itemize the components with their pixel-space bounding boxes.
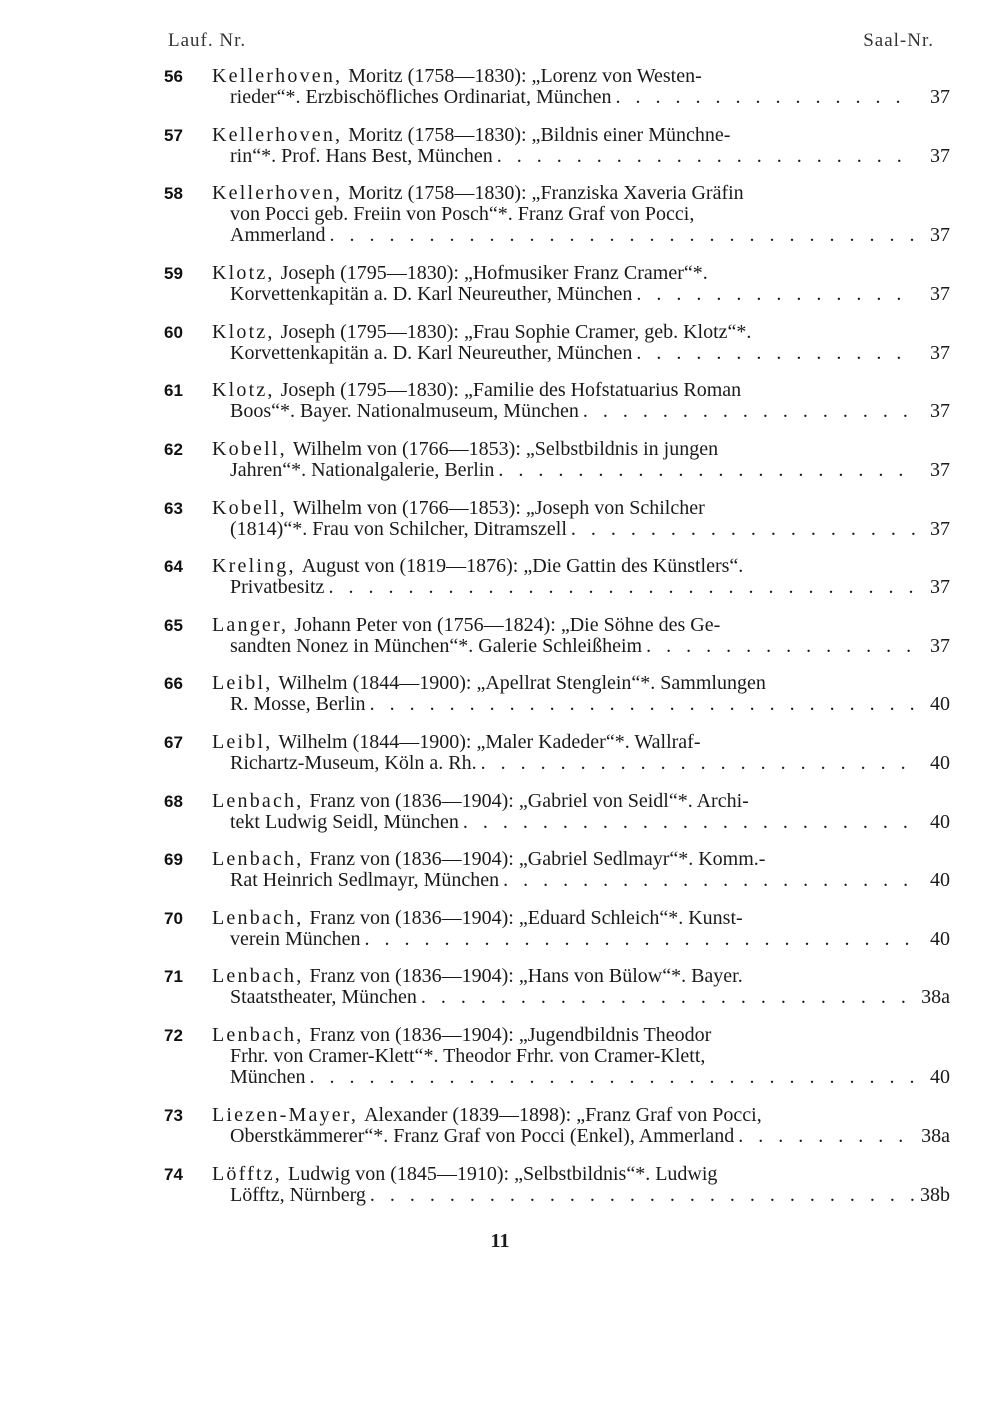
- header-running-number: Lauf. Nr.: [168, 30, 247, 51]
- dot-leader: [370, 694, 916, 715]
- entry-line-3: [212, 225, 950, 246]
- catalog-entry: [160, 556, 950, 615]
- dot-leader: [328, 577, 916, 598]
- entry-description: R. Mosse, Berlin: [230, 693, 366, 716]
- entry-description: Johann Peter von (1756—1824): „Die Söhne des Ge-: [294, 614, 721, 636]
- catalog-entry: [160, 380, 950, 439]
- entry-line-1: [212, 183, 950, 204]
- artist-name: Kreling,: [212, 555, 296, 578]
- artist-name: Klotz,: [212, 379, 275, 402]
- entry-line-2: [212, 87, 950, 108]
- entry-number: 58: [164, 184, 183, 204]
- entry-line-1: [212, 498, 950, 519]
- room-number: 40: [930, 1065, 950, 1088]
- entry-line-1: [212, 1164, 950, 1185]
- catalog-entry: [160, 322, 950, 381]
- entry-text: [212, 380, 950, 422]
- entry-line-2: [212, 460, 950, 481]
- entry-description: rin“*. Prof. Hans Best, München: [230, 144, 493, 167]
- entry-number: 73: [164, 1105, 183, 1125]
- entry-text: [212, 966, 950, 1008]
- entry-text: [212, 732, 950, 774]
- room-number: 37: [930, 283, 950, 306]
- entry-description: Korvettenkapitän a. D. Karl Neureuther, München: [230, 341, 633, 364]
- artist-name: Kobell,: [212, 496, 287, 519]
- artist-name: Lenbach,: [212, 848, 304, 871]
- catalog-entry: [160, 1164, 950, 1223]
- dot-leader: [616, 87, 916, 108]
- entry-line-2: [212, 870, 950, 891]
- entry-line-1: [212, 380, 950, 401]
- dot-leader: [463, 812, 916, 833]
- entry-line-1: [212, 556, 950, 577]
- dot-leader: [571, 519, 916, 540]
- room-number: 40: [930, 869, 950, 892]
- entry-line-2: [212, 636, 950, 657]
- catalog-entry: [160, 263, 950, 322]
- entry-description: Wilhelm (1844—1900): „Apellrat Stenglein“*. Sammlungen: [278, 673, 766, 695]
- room-number: 40: [930, 751, 950, 774]
- room-number: 40: [930, 693, 950, 716]
- room-number: 37: [930, 458, 950, 481]
- dot-leader: [636, 284, 916, 305]
- entry-description: Ludwig von (1845—1910): „Selbstbildnis“*. Ludwig: [288, 1163, 718, 1185]
- entry-number: 56: [164, 67, 183, 86]
- entry-description: (1814)“*. Frau von Schilcher, Ditramszell: [230, 517, 567, 540]
- entry-text: [212, 615, 950, 657]
- artist-name: Klotz,: [212, 320, 275, 343]
- artist-name: Kellerhoven,: [212, 65, 343, 87]
- entry-description: Staatstheater, München: [230, 986, 417, 1009]
- catalog-entry: [160, 908, 950, 967]
- catalog-entry: [160, 498, 950, 557]
- entry-description: Korvettenkapitän a. D. Karl Neureuther, München: [230, 283, 633, 306]
- entry-text: [212, 125, 950, 167]
- entry-description: Moritz (1758—1830): „Lorenz von Westen-: [348, 66, 702, 87]
- room-number: 37: [930, 400, 950, 423]
- dot-leader: [310, 1067, 916, 1088]
- room-number: 38b: [920, 1183, 950, 1206]
- entry-number: 71: [164, 967, 183, 987]
- dot-leader: [503, 870, 916, 891]
- entry-description: Wilhelm von (1766—1853): „Joseph von Schilcher: [292, 497, 705, 519]
- entry-number: 57: [164, 125, 183, 145]
- entry-description: Franz von (1836—1904): „Jugendbildnis Theodor: [309, 1024, 712, 1046]
- entry-line-1: [212, 439, 950, 460]
- room-number: 37: [930, 341, 950, 364]
- entry-description: sandten Nonez in München“*. Galerie Schleißheim: [230, 634, 643, 657]
- entry-description: Ammerland: [230, 224, 326, 247]
- entry-description: von Pocci geb. Freiin von Posch“*. Franz Graf von Pocci,: [230, 204, 695, 226]
- entry-number: 60: [164, 322, 183, 342]
- entry-line-1: [212, 732, 950, 753]
- artist-name: Kellerhoven,: [212, 182, 343, 205]
- entry-number: 67: [164, 732, 183, 752]
- entry-line-2: [212, 812, 950, 833]
- catalog-entries: [160, 66, 950, 1222]
- entry-text: [212, 263, 950, 305]
- entry-text: [212, 673, 950, 715]
- entry-description: tekt Ludwig Seidl, München: [230, 810, 459, 833]
- entry-text: [212, 66, 950, 108]
- entry-number: 63: [164, 498, 183, 518]
- entry-line-2: [212, 929, 950, 950]
- entry-line-2: [212, 146, 950, 167]
- entry-number: 72: [164, 1025, 183, 1045]
- entry-line-2: [212, 284, 950, 305]
- entry-description: Alexander (1839—1898): „Franz Graf von Pocci,: [364, 1104, 762, 1126]
- catalog-entry: [160, 849, 950, 908]
- entry-description: Joseph (1795—1830): „Hofmusiker Franz Cramer“*.: [280, 263, 708, 285]
- entry-line-1: [212, 908, 950, 929]
- catalog-entry: [160, 66, 950, 125]
- catalog-entry: [160, 791, 950, 850]
- entry-description: Franz von (1836—1904): „Gabriel von Seidl“*. Archi-: [309, 790, 749, 812]
- entry-line-2: [212, 1126, 950, 1147]
- artist-name: Kellerhoven,: [212, 123, 343, 146]
- entry-description: Franz von (1836—1904): „Gabriel Sedlmayr“*. Komm.-: [309, 849, 766, 871]
- entry-number: 70: [164, 908, 183, 928]
- entry-number: 61: [164, 381, 183, 401]
- dot-leader: [497, 146, 916, 167]
- entry-number: 65: [164, 615, 183, 635]
- catalog-entry: [160, 673, 950, 732]
- entry-line-2: [212, 1185, 950, 1206]
- room-number: 37: [930, 576, 950, 599]
- entry-description: Wilhelm von (1766—1853): „Selbstbildnis in jungen: [292, 438, 719, 460]
- entry-description: Löfftz, Nürnberg: [230, 1183, 366, 1206]
- entry-line-2: [212, 987, 950, 1008]
- entry-description: München: [230, 1065, 306, 1088]
- entry-line-1: [212, 673, 950, 694]
- entry-description: Frhr. von Cramer-Klett“*. Theodor Frhr. von Cramer-Klett,: [230, 1045, 706, 1067]
- room-number: 40: [930, 927, 950, 950]
- room-number: 37: [930, 86, 950, 108]
- artist-name: Langer,: [212, 613, 289, 636]
- entry-text: [212, 322, 950, 364]
- catalog-entry: [160, 439, 950, 498]
- artist-name: Liezen-Mayer,: [212, 1103, 359, 1126]
- entry-text: [212, 556, 950, 598]
- entry-description: Joseph (1795—1830): „Familie des Hofstatuarius Roman: [280, 380, 742, 402]
- entry-line-2: [212, 343, 950, 364]
- room-number: 38a: [921, 986, 950, 1009]
- entry-description: Rat Heinrich Sedlmayr, München: [230, 869, 500, 892]
- entry-text: [212, 849, 950, 891]
- artist-name: Lenbach,: [212, 1023, 304, 1046]
- artist-name: Klotz,: [212, 262, 275, 285]
- entry-description: Richartz-Museum, Köln a. Rh.: [230, 751, 477, 774]
- entry-line-1: [212, 263, 950, 284]
- dot-leader: [583, 401, 916, 422]
- catalog-entry: [160, 966, 950, 1025]
- entry-line-2: [212, 753, 950, 774]
- entry-description: Wilhelm (1844—1900): „Maler Kadeder“*. Wallraf-: [278, 731, 701, 753]
- entry-number: 74: [164, 1164, 183, 1184]
- catalog-entry: [160, 1105, 950, 1164]
- dot-leader: [646, 636, 916, 657]
- entry-text: [212, 183, 950, 246]
- room-number: 37: [930, 224, 950, 247]
- entry-line-2: [212, 694, 950, 715]
- entry-text: [212, 439, 950, 481]
- entry-number: 66: [164, 674, 183, 694]
- entry-number: 59: [164, 264, 183, 284]
- entry-line-2: [212, 577, 950, 598]
- dot-leader: [481, 753, 916, 774]
- artist-name: Leibl,: [212, 672, 273, 695]
- artist-name: Lenbach,: [212, 789, 304, 812]
- dot-leader: [498, 460, 916, 481]
- dot-leader: [330, 225, 916, 246]
- dot-leader: [636, 343, 916, 364]
- room-number: 40: [930, 810, 950, 833]
- artist-name: Lenbach,: [212, 906, 304, 929]
- entry-line-2: [212, 401, 950, 422]
- entry-line-1: [212, 849, 950, 870]
- entry-line-1: [212, 322, 950, 343]
- entry-description: Jahren“*. Nationalgalerie, Berlin: [230, 458, 495, 481]
- artist-name: Löfftz,: [212, 1162, 283, 1185]
- entry-number: 68: [164, 791, 183, 811]
- entry-description: Franz von (1836—1904): „Hans von Bülow“*. Bayer.: [309, 966, 743, 988]
- entry-line-3: [212, 1067, 950, 1088]
- entry-line-2: [212, 1046, 950, 1067]
- entry-number: 69: [164, 850, 183, 870]
- artist-name: Leibl,: [212, 730, 273, 753]
- room-number: 37: [930, 517, 950, 540]
- room-number: 37: [930, 144, 950, 167]
- entry-text: [212, 1025, 950, 1088]
- catalog-entry: [160, 1025, 950, 1105]
- entry-description: verein München: [230, 927, 361, 950]
- entry-text: [212, 791, 950, 833]
- dot-leader: [365, 929, 916, 950]
- entry-text: [212, 908, 950, 950]
- entry-line-1: [212, 125, 950, 146]
- room-number: 37: [930, 634, 950, 657]
- entry-description: Moritz (1758—1830): „Bildnis einer Münchne-: [348, 124, 731, 146]
- entry-text: [212, 1105, 950, 1147]
- catalog-entry: [160, 615, 950, 674]
- entry-description: Joseph (1795—1830): „Frau Sophie Cramer, geb. Klotz“*.: [280, 321, 752, 343]
- entry-line-1: [212, 791, 950, 812]
- dot-leader: [421, 987, 916, 1008]
- dot-leader: [738, 1126, 916, 1147]
- catalog-entry: [160, 183, 950, 263]
- entry-line-1: [212, 615, 950, 636]
- entry-description: rieder“*. Erzbischöfliches Ordinariat, München: [230, 86, 612, 108]
- entry-text: [212, 498, 950, 540]
- entry-description: August von (1819—1876): „Die Gattin des Künstlers“.: [301, 556, 744, 578]
- entry-description: Boos“*. Bayer. Nationalmuseum, München: [230, 400, 579, 423]
- entry-line-2: [212, 204, 950, 225]
- entry-line-2: [212, 519, 950, 540]
- room-number: 38a: [921, 1124, 950, 1147]
- page-number: 11: [490, 1230, 510, 1252]
- entry-number: 62: [164, 439, 183, 459]
- entry-description: Oberstkämmerer“*. Franz Graf von Pocci (Enkel), Ammerland: [230, 1124, 735, 1147]
- entry-line-1: [212, 966, 950, 987]
- dot-leader: [370, 1185, 916, 1206]
- entry-text: [212, 1164, 950, 1206]
- entry-description: Privatbesitz: [230, 576, 325, 599]
- entry-description: Franz von (1836—1904): „Eduard Schleich“*. Kunst-: [309, 907, 743, 929]
- entry-line-1: [212, 66, 950, 87]
- catalog-entry: [160, 732, 950, 791]
- entry-line-1: [212, 1105, 950, 1126]
- entry-number: 64: [164, 557, 183, 577]
- catalog-entry: [160, 125, 950, 184]
- artist-name: Lenbach,: [212, 965, 304, 988]
- header-room-number: Saal-Nr.: [863, 30, 934, 51]
- artist-name: Kobell,: [212, 437, 287, 460]
- entry-line-1: [212, 1025, 950, 1046]
- entry-description: Moritz (1758—1830): „Franziska Xaveria Gräfin: [348, 183, 744, 205]
